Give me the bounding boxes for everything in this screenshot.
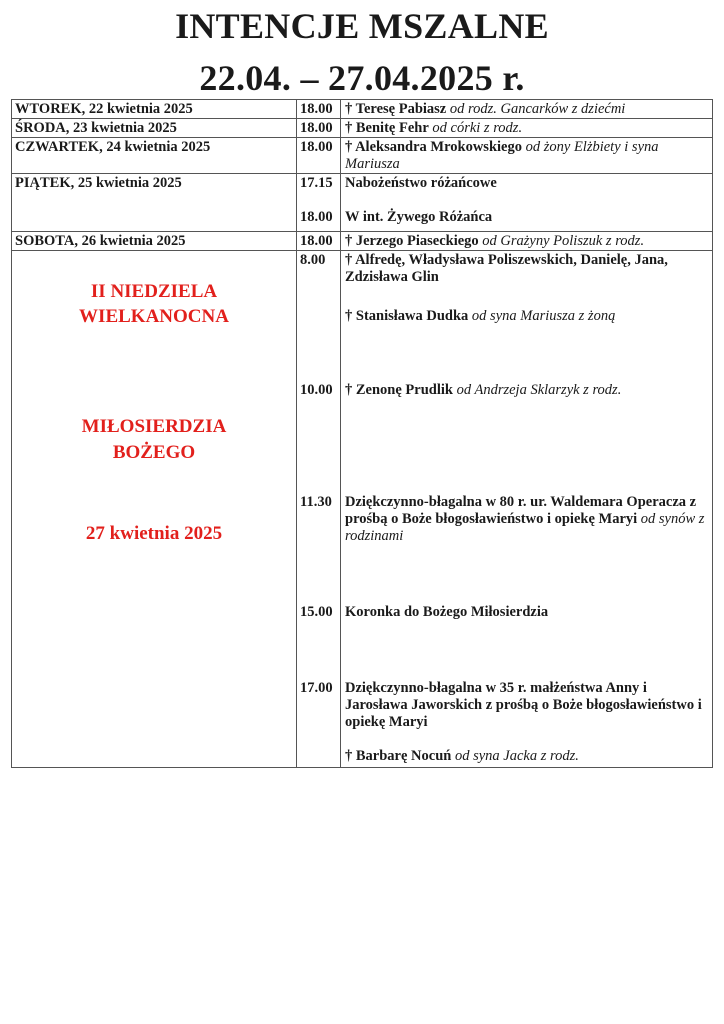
intention-donor: od Andrzeja Sklarzyk z rodz. — [452, 382, 622, 398]
intention-name: Jerzego Piaseckiego — [355, 233, 479, 249]
time-cell: 18.00 — [297, 138, 341, 174]
intention-cell — [341, 119, 713, 138]
intention-name: Alfredę, Władysława Poliszewskich, Danielę, Jana, Zdzisława Glin — [345, 252, 668, 285]
cross-mark: † — [345, 252, 356, 268]
sunday-day-cell — [12, 251, 297, 768]
intention-donor: od syna Mariusza z żoną — [468, 308, 616, 324]
intention-name: Aleksandra Mrokowskiego — [355, 139, 522, 155]
intention-name: Barbarę Nocuń — [355, 748, 452, 764]
intention-name: Nabożeństwo różańcowe — [345, 175, 497, 191]
table-row — [12, 232, 713, 251]
intention-donor: od Grażyny Poliszuk z rodz. — [478, 233, 645, 249]
intention-name: Dziękczynno-błagalna w 35 r. małżeństwa Anny i Jarosława Jaworskich z prośbą o Boże błogosławieństwo i opiekę Maryi — [345, 680, 702, 730]
time-cell: 18.00 — [297, 232, 341, 251]
intention-donor: od rodz. Gancarków z dziećmi — [446, 101, 626, 117]
cross-mark: † — [345, 101, 356, 117]
intention-entry — [345, 604, 708, 621]
table-row — [12, 100, 713, 119]
table-row — [12, 138, 713, 174]
sunday-date: 27 kwietnia 2025 — [85, 523, 223, 544]
cross-mark: † — [345, 139, 356, 155]
sunday-intention-cell — [341, 251, 713, 768]
intention-entry — [345, 252, 708, 286]
intention-donor: od żony Elżbiety i syna Mariusza — [345, 139, 659, 172]
day-cell: PIĄTEK, 25 kwietnia 2025 — [12, 174, 297, 232]
day-cell: CZWARTEK, 24 kwietnia 2025 — [12, 138, 297, 174]
intention-name: W int. Żywego Różańca — [345, 209, 493, 225]
intention-entry — [345, 494, 708, 545]
time-value: 17.00 — [300, 680, 333, 696]
page-title: INTENCJE MSZALNE — [175, 6, 549, 46]
sunday-title-line: BOŻEGO — [112, 442, 196, 463]
table-row — [12, 251, 713, 768]
intention-entry — [345, 680, 708, 731]
time-cell — [297, 174, 341, 232]
sunday-title-line: MIŁOSIERDZIA — [81, 416, 227, 437]
table-row — [12, 174, 713, 232]
intention-cell — [341, 100, 713, 119]
intention-name: Benitę Fehr — [355, 120, 429, 136]
intention-name: Dziękczynno-błagalna w 80 r. ur. Waldemara Operacza z prośbą o Boże błogosławieństwo i opiekę Maryi — [345, 494, 697, 527]
intention-donor: od syna Jacka z rodz. — [451, 748, 579, 764]
day-cell: SOBOTA, 26 kwietnia 2025 — [12, 232, 297, 251]
intention-entry — [345, 308, 708, 325]
cross-mark: † — [345, 233, 356, 249]
sunday-time-cell — [297, 251, 341, 768]
intention-donor: od synów z rodzinami — [345, 511, 705, 544]
time-value: 15.00 — [300, 604, 333, 620]
sunday-title-line: II NIEDZIELA — [90, 281, 218, 302]
cross-mark: † — [345, 120, 356, 136]
cross-mark: † — [345, 308, 356, 324]
intention-name: Koronka do Bożego Miłosierdzia — [345, 604, 549, 620]
time-value: 8.00 — [300, 252, 326, 268]
cross-mark: † — [345, 748, 356, 764]
intention-cell — [341, 174, 713, 232]
time-value: 10.00 — [300, 382, 333, 398]
time-cell: 18.00 — [297, 100, 341, 119]
intention-cell — [341, 138, 713, 174]
table-row — [12, 119, 713, 138]
mass-intentions-table — [11, 99, 713, 768]
intention-name: Teresę Pabiasz — [355, 101, 447, 117]
time-value: 17.15 — [300, 175, 333, 191]
intention-donor: od córki z rodz. — [428, 120, 523, 136]
time-cell: 18.00 — [297, 119, 341, 138]
time-value: 11.30 — [300, 494, 332, 510]
date-range: 22.04. – 27.04.2025 r. — [199, 58, 525, 98]
intention-entry — [345, 382, 708, 399]
day-cell: WTOREK, 22 kwietnia 2025 — [12, 100, 297, 119]
intention-name: Zenonę Prudlik — [355, 382, 453, 398]
intention-cell — [341, 232, 713, 251]
intention-entry — [345, 748, 708, 765]
cross-mark: † — [345, 382, 356, 398]
day-cell: ŚRODA, 23 kwietnia 2025 — [12, 119, 297, 138]
time-value: 18.00 — [300, 209, 333, 225]
sunday-title-line: WIELKANOCNA — [79, 306, 229, 327]
intention-name: Stanisława Dudka — [355, 308, 469, 324]
